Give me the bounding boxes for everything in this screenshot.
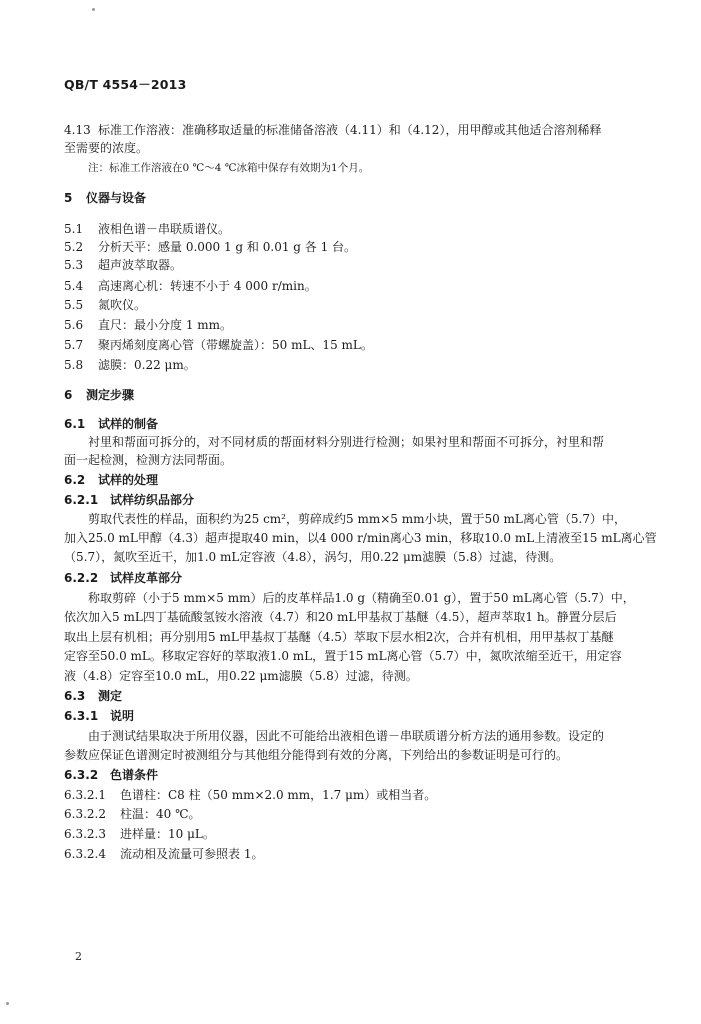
list-item <box>64 806 667 822</box>
list-item <box>64 826 667 842</box>
subsection-number: 6.3 <box>64 689 86 703</box>
item-number: 6.3.2.2 <box>64 807 106 821</box>
item-number: 5.7 <box>64 338 84 352</box>
list-item <box>64 846 667 862</box>
item-text: 进样量：10 μL。 <box>120 827 215 841</box>
item-number: 5.8 <box>64 358 84 372</box>
subsection-6-3-1-heading <box>64 708 667 724</box>
subsection-title: 试样纺织品部分 <box>110 493 195 507</box>
item-number: 5.1 <box>64 222 84 236</box>
section-title: 测定步骤 <box>86 388 135 402</box>
item-text: 柱温：40 ℃。 <box>120 807 201 821</box>
item-text: 直尺：最小分度 1 mm。 <box>98 318 233 332</box>
item-number: 6.3.2.3 <box>64 827 106 841</box>
clause-4-13-cont: 至需要的浓度。 <box>64 141 149 155</box>
standard-number-header: QB/T 4554－2013 <box>64 77 187 92</box>
paragraph-line: 参数应保证色谱测定时被测组分与其他组分能得到有效的分离，下列给出的参数证明是可行的。 <box>64 748 569 762</box>
paragraph-line: 取出上层有机相；再分别用5 mL甲基叔丁基醚（4.5）萃取下层水相2次，合并有机相，用甲基叔丁基醚 <box>64 630 614 644</box>
subsection-number: 6.3.2 <box>64 768 99 782</box>
section-number: 5 <box>64 191 73 205</box>
subsection-title: 试样皮革部分 <box>110 571 183 585</box>
subsection-title: 试样的制备 <box>98 417 159 431</box>
page-number: 2 <box>75 950 82 963</box>
list-item <box>64 317 667 333</box>
list-item <box>64 239 667 255</box>
subsection-title: 试样的处理 <box>98 473 159 487</box>
subsection-title: 测定 <box>98 689 123 703</box>
paragraph-line: 液（4.8）定容至10.0 mL，用0.22 μm滤膜（5.8）过滤，待测。 <box>64 669 418 683</box>
section-title: 仪器与设备 <box>86 191 147 205</box>
subsection-title: 色谱条件 <box>110 768 159 782</box>
item-text: 氮吹仪。 <box>98 298 147 312</box>
subsection-title: 说明 <box>110 709 135 723</box>
subsection-6-3-heading <box>64 688 667 704</box>
item-number: 6.3.2.4 <box>64 847 106 861</box>
item-text: 超声波萃取器。 <box>98 258 183 272</box>
item-number: 6.3.2.1 <box>64 788 106 802</box>
paragraph-line: 称取剪碎（小于5 mm×5 mm）后的皮革样品1.0 g（精确至0.01 g），置于50 mL离心管（5.7）中， <box>88 591 635 605</box>
section-5-heading <box>64 190 667 206</box>
paragraph-line: 依次加入5 mL四丁基硫酸氢铵水溶液（4.7）和20 mL甲基叔丁基醚（4.5），超声萃取1 h。静置分层后 <box>64 610 617 624</box>
list-item <box>64 297 667 313</box>
paragraph-line: （5.7），氮吹至近干，加1.0 mL定容液（4.8），涡匀，用0.22 μm滤膜（5.8）过滤，待测。 <box>64 550 562 564</box>
paragraph-line: 加入25.0 mL甲醇（4.3）超声提取40 min，以4 000 r/min离心3 min，移取10.0 mL上清液至15 mL离心管 <box>64 531 657 545</box>
list-item <box>64 337 667 353</box>
subsection-6-2-1-heading <box>64 492 667 508</box>
subsection-6-3-2-heading <box>64 767 667 783</box>
subsection-6-2-heading <box>64 472 667 488</box>
subsection-number: 6.1 <box>64 417 86 431</box>
list-item <box>64 257 667 273</box>
paragraph-line: 定容至50.0 mL。移取定容好的萃取液1.0 mL，置于15 mL离心管（5.7）中，氮吹浓缩至近干，用定容 <box>64 649 622 663</box>
item-number: 5.3 <box>64 258 84 272</box>
item-text: 滤膜：0.22 μm。 <box>98 358 196 372</box>
item-text: 高速离心机：转速不小于 4 000 r/min。 <box>98 279 317 293</box>
item-text: 色谱柱：C8 柱（50 mm×2.0 mm，1.7 μm）或相当者。 <box>120 788 437 802</box>
subsection-number: 6.2 <box>64 473 86 487</box>
item-text: 液相色谱－串联质谱仪。 <box>98 222 231 236</box>
item-number: 5.2 <box>64 240 84 254</box>
item-text: 流动相及流量可参照表 1。 <box>120 847 264 861</box>
clause-4-13 <box>64 122 667 138</box>
section-number: 6 <box>64 388 73 402</box>
clause-number: 4.13 <box>64 123 91 137</box>
list-item <box>64 278 667 294</box>
scan-speck <box>6 1002 9 1005</box>
section-6-heading <box>64 387 667 403</box>
paragraph-line: 剪取代表性的样品，面积约为25 cm²，剪碎成约5 mm×5 mm小块，置于50 mL离心管（5.7）中， <box>88 512 626 526</box>
paragraph-line: 面一起检测，检测方法同帮面。 <box>64 453 233 467</box>
subsection-6-2-2-heading <box>64 570 667 586</box>
subsection-6-1-heading <box>64 416 667 432</box>
paragraph-line: 衬里和帮面可拆分的，对不同材质的帮面材料分别进行检测；如果衬里和帮面不可拆分，衬里和帮 <box>88 435 605 449</box>
paragraph-line: 由于测试结果取决于所用仪器，因此不可能给出液相色谱－串联质谱分析方法的通用参数。设定的 <box>88 729 605 743</box>
item-number: 5.4 <box>64 279 84 293</box>
subsection-number: 6.2.2 <box>64 571 99 585</box>
item-text: 聚丙烯刻度离心管（带螺旋盖）：50 mL、15 mL。 <box>98 338 373 352</box>
list-item <box>64 787 667 803</box>
item-text: 分析天平：感量 0.000 1 g 和 0.01 g 各 1 台。 <box>98 240 357 254</box>
list-item <box>64 221 667 237</box>
note-4-13: 注：标准工作溶液在0 ℃～4 ℃冰箱中保存有效期为1个月。 <box>88 162 370 174</box>
list-item <box>64 357 667 373</box>
item-number: 5.6 <box>64 318 84 332</box>
item-number: 5.5 <box>64 298 84 312</box>
scan-speck <box>92 8 95 11</box>
subsection-number: 6.2.1 <box>64 493 99 507</box>
subsection-number: 6.3.1 <box>64 709 99 723</box>
clause-text: 标准工作溶液：准确移取适量的标准储备溶液（4.11）和（4.12），用甲醇或其他适合溶剂稀释 <box>98 123 602 137</box>
